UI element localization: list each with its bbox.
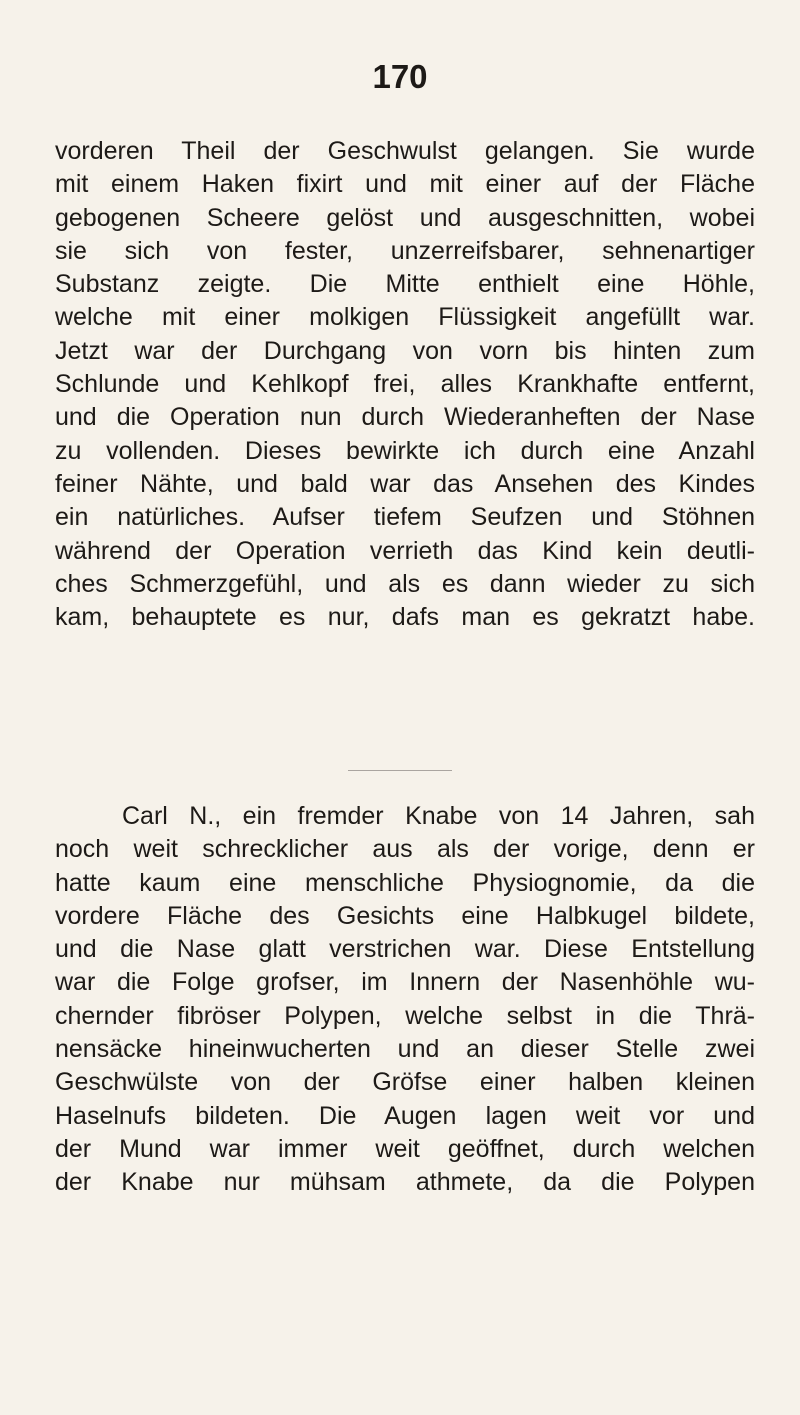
text-line: welche mit einer molkigen Flüssigkeit angefüllt war.: [55, 303, 755, 332]
text-line: und die Operation nun durch Wiederanheften der Nase: [55, 403, 755, 432]
text-line: der Mund war immer weit geöffnet, durch welchen: [55, 1134, 755, 1163]
text-line: ein natürliches. Aufser tiefem Seufzen und Stöhnen: [55, 503, 755, 532]
text-line: noch weit schrecklicher aus als der vorige, denn er: [55, 835, 755, 864]
text-line: feiner Nähte, und bald war das Ansehen des Kindes: [55, 469, 755, 498]
text-line: war die Folge grofser, im Innern der Nasenhöhle wu-: [55, 968, 755, 997]
text-line: Haselnufs bildeten. Die Augen lagen weit vor und: [55, 1101, 755, 1130]
text-line: Schlunde und Kehlkopf frei, alles Krankhafte entfernt,: [55, 370, 755, 399]
text-line: und die Nase glatt verstrichen war. Diese Entstellung: [55, 935, 755, 964]
text-line: der Knabe nur mühsam athmete, da die Polypen: [55, 1168, 755, 1197]
paragraph-2: [55, 800, 755, 1200]
text-line: mit einem Haken fixirt und mit einer auf der Fläche: [55, 170, 755, 199]
text-line: Geschwülste von der Gröfse einer halben kleinen: [55, 1068, 755, 1097]
text-line: kam, behauptete es nur, dafs man es gekratzt habe.: [55, 603, 755, 632]
paragraph-1: [55, 135, 755, 634]
text-line: zu vollenden. Dieses bewirkte ich durch eine Anzahl: [55, 436, 755, 465]
text-line: gebogenen Scheere gelöst und ausgeschnitten, wobei: [55, 203, 755, 232]
text-line: Carl N., ein fremder Knabe von 14 Jahren, sah: [122, 802, 755, 830]
text-line: nensäcke hineinwucherten und an dieser Stelle zwei: [55, 1035, 755, 1064]
text-line: Substanz zeigte. Die Mitte enthielt eine Höhle,: [55, 270, 755, 299]
section-separator: [348, 770, 452, 771]
text-line: Jetzt war der Durchgang von vorn bis hinten zum: [55, 336, 755, 365]
text-line: vordere Fläche des Gesichts eine Halbkugel bildete,: [55, 901, 755, 930]
text-line: chernder fibröser Polypen, welche selbst in die Thrä-: [55, 1001, 755, 1030]
text-line: sie sich von fester, unzerreifsbarer, sehnenartiger: [55, 236, 755, 265]
text-line: hatte kaum eine menschliche Physiognomie, da die: [55, 868, 755, 897]
text-line: vorderen Theil der Geschwulst gelangen. Sie wurde: [55, 137, 755, 165]
text-line: während der Operation verrieth das Kind kein deutli-: [55, 536, 755, 565]
text-line: ches Schmerzgefühl, und als es dann wieder zu sich: [55, 569, 755, 598]
page-number: 170: [372, 58, 428, 95]
